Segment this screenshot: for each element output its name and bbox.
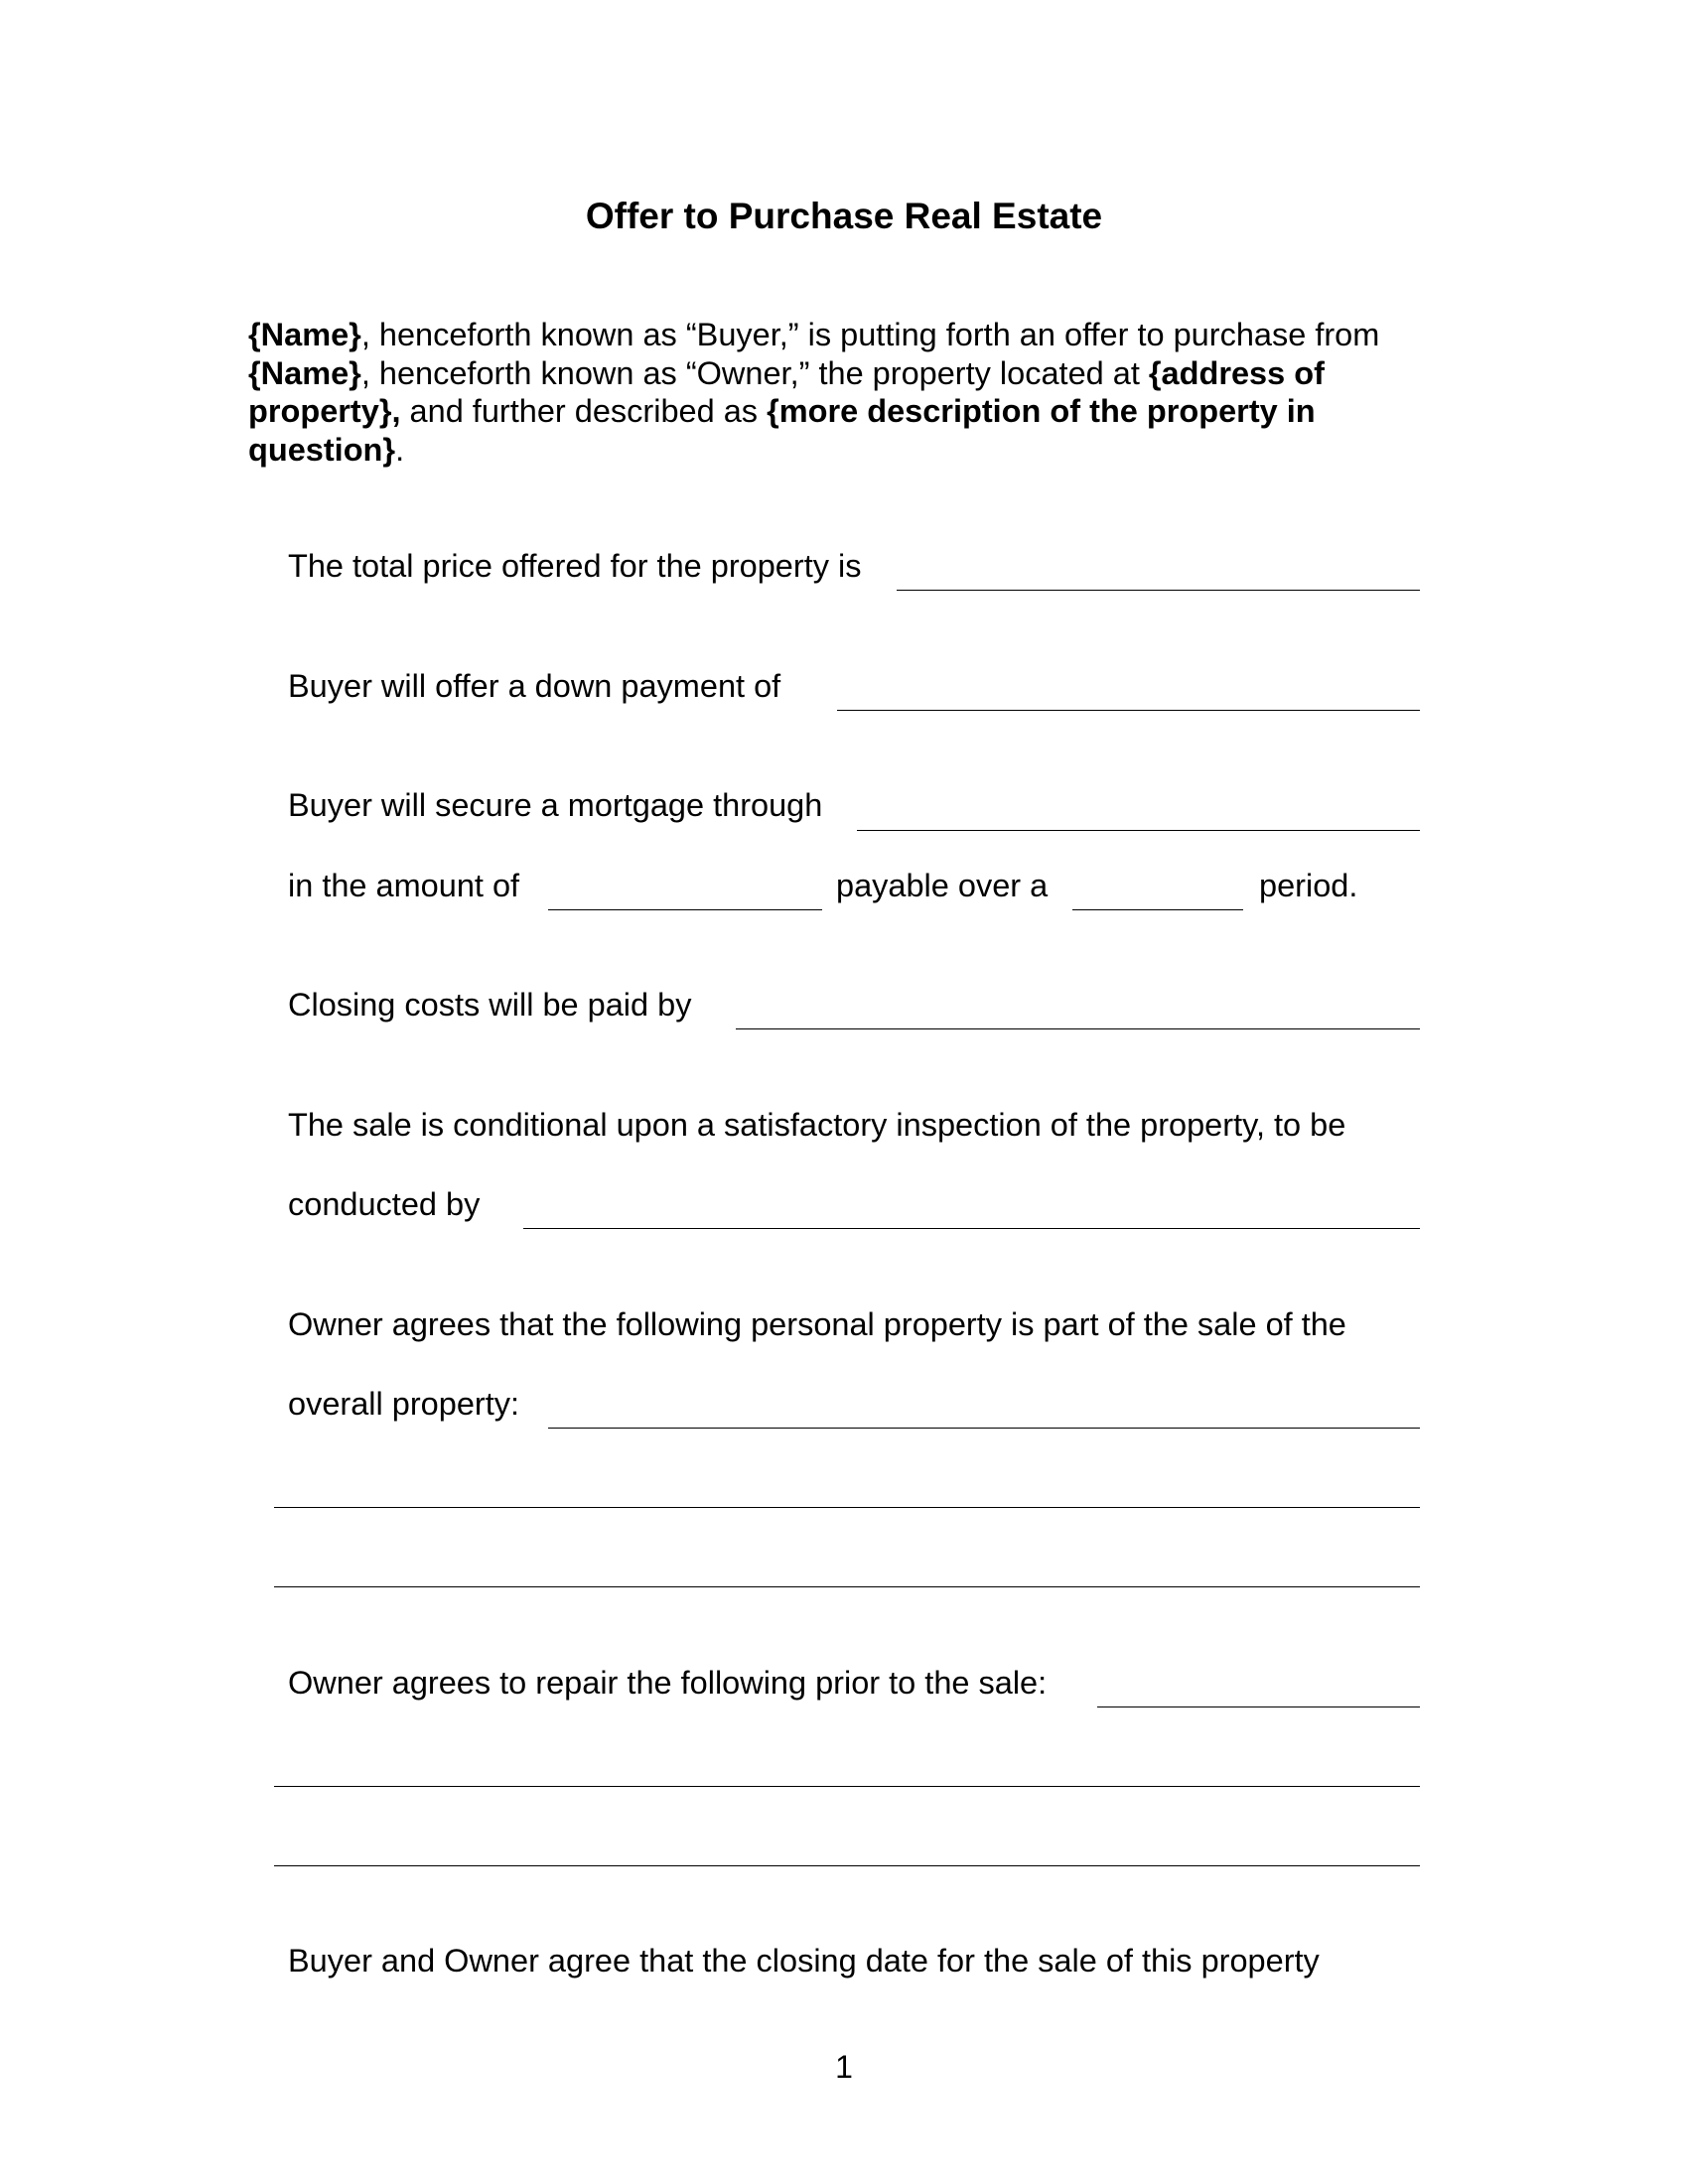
buyer-text: , henceforth known as “Buyer,” is putting forth an offer to purchase from bbox=[360, 317, 1380, 352]
intro-paragraph bbox=[248, 316, 1440, 469]
personal-property-field-1[interactable] bbox=[548, 1428, 1420, 1429]
personal-property-field-2[interactable] bbox=[274, 1507, 1420, 1508]
buyer-name-placeholder: {Name} bbox=[248, 317, 361, 352]
mortgage-period-field[interactable] bbox=[1072, 909, 1243, 910]
owner-text: , henceforth known as “Owner,” the property located at bbox=[360, 354, 1140, 391]
mortgage-lender-field[interactable] bbox=[857, 830, 1420, 831]
inspection-line-1: The sale is conditional upon a satisfactory inspection of the property, to be bbox=[288, 1107, 1346, 1143]
total-price-field[interactable] bbox=[897, 590, 1420, 591]
personal-property-line-1: Owner agrees that the following personal property is part of the sale of the bbox=[288, 1306, 1346, 1342]
closing-date-label: Buyer and Owner agree that the closing date for the sale of this property bbox=[288, 1943, 1320, 1979]
personal-property-line-2: overall property: bbox=[288, 1386, 520, 1422]
period-label: period. bbox=[1259, 868, 1358, 903]
repair-label: Owner agrees to repair the following prior to the sale: bbox=[288, 1665, 1048, 1701]
closing-costs-field[interactable] bbox=[736, 1028, 1420, 1029]
page-title: Offer to Purchase Real Estate bbox=[585, 196, 1103, 236]
repair-field-1[interactable] bbox=[1097, 1706, 1420, 1707]
down-payment-label: Buyer will offer a down payment of bbox=[288, 668, 781, 704]
address-placeholder: {address of property}, bbox=[248, 354, 1325, 429]
intro-end: . bbox=[395, 431, 405, 468]
mortgage-amount-field[interactable] bbox=[548, 909, 822, 910]
page-number: 1 bbox=[835, 2049, 853, 2085]
described-text: and further described as bbox=[409, 393, 759, 429]
description-placeholder: {more description of the property in question} bbox=[248, 393, 1316, 468]
repair-field-3[interactable] bbox=[274, 1865, 1420, 1866]
down-payment-field[interactable] bbox=[837, 710, 1420, 711]
total-price-label: The total price offered for the property is bbox=[288, 548, 862, 584]
inspection-line-2: conducted by bbox=[288, 1186, 481, 1222]
mortgage-label: Buyer will secure a mortgage through bbox=[288, 787, 823, 823]
payable-label: payable over a bbox=[836, 868, 1049, 903]
inspection-conducted-by-field[interactable] bbox=[523, 1228, 1420, 1229]
amount-label: in the amount of bbox=[288, 868, 520, 903]
closing-costs-label: Closing costs will be paid by bbox=[288, 987, 692, 1023]
personal-property-field-3[interactable] bbox=[274, 1586, 1420, 1587]
owner-name-placeholder: {Name} bbox=[248, 354, 361, 391]
repair-field-2[interactable] bbox=[274, 1786, 1420, 1787]
